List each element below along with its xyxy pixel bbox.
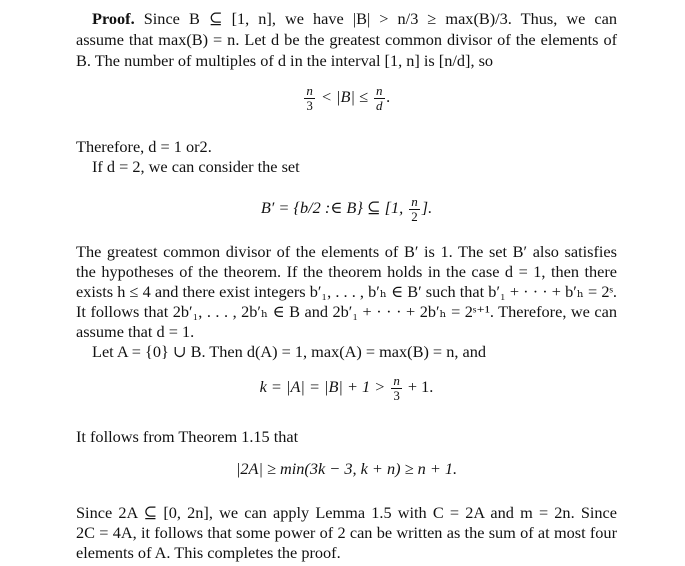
para2-line: assume that d = 1.: [76, 322, 195, 341]
eq3-denominator: 3: [393, 388, 400, 403]
eq1-right-denominator: d: [376, 98, 383, 113]
proof-line-4: Therefore, d = 1 or2.: [76, 137, 212, 156]
para2-line: The greatest common divisor of the elements of B′ is 1. The set B′ also satisfies: [76, 242, 617, 261]
proof-line-1: [92, 9, 617, 29]
para3-line: Since 2A ⊆ [0, 2n], we can apply Lemma 1.5 with C = 2A and m = 2n. Since: [76, 503, 617, 522]
equation-2: [76, 195, 617, 224]
equation-4: |2A| ≥ min(3k − 3, k + n) ≥ n + 1.: [235, 459, 458, 478]
eq1-left-numerator: n: [306, 83, 313, 98]
eq3-left: k = |A| = |B| + 1 >: [259, 377, 386, 397]
eq1-middle: < |B| ≤: [320, 87, 368, 107]
para3-line: 2C = 4A, it follows that some power of 2 can be written as the sum of at most four: [76, 523, 617, 542]
para2-line: the hypotheses of the theorem. If the theorem holds in the case d = 1, then there: [76, 262, 617, 281]
proof-label: Proof.: [92, 9, 135, 28]
eq1-end: .: [386, 87, 391, 107]
para3-line: elements of A. This completes the proof.: [76, 543, 341, 562]
equation-3: [76, 374, 617, 403]
eq3-end: + 1.: [407, 377, 434, 397]
para2-line: exists h ≤ 4 and there exist integers b′₁, . . . , b′ₕ ∈ B′ such that b′₁ + · · · + b′ₕ = 2ˢ.: [76, 282, 617, 301]
proof-line-2: assume that max(B) = n. Let d be the greatest common divisor of the elements of: [76, 30, 617, 49]
equation-1: [76, 84, 617, 113]
proof-text: Since B ⊆ [1, n], we have |B| > n/3 ≥ max(B)/3. Thus, we can: [134, 9, 617, 28]
proof-line-5: If d = 2, we can consider the set: [92, 157, 300, 176]
para2-line: It follows that 2b′₁, . . . , 2b′ₕ ∈ B and 2b′₁ + · · · + 2b′ₕ = 2ˢ⁺¹. Therefore, we can: [76, 302, 617, 321]
proof-line-3: B. The number of multiples of d in the interval [1, n] is [n/d], so: [76, 51, 494, 70]
eq3-numerator: n: [393, 373, 400, 388]
eq2-left: B′ = {b/2 :∈ B} ⊆ [1,: [260, 198, 404, 218]
proof-line-6: Let A = {0} ∪ B. Then d(A) = 1, max(A) = max(B) = n, and: [92, 342, 486, 361]
eq2-denominator: 2: [411, 209, 418, 224]
eq1-right-numerator: n: [376, 83, 383, 98]
eq2-end: ].: [421, 198, 433, 218]
eq1-left-denominator: 3: [306, 98, 313, 113]
proof-line-7: It follows from Theorem 1.15 that: [76, 427, 299, 446]
eq2-numerator: n: [411, 194, 418, 209]
